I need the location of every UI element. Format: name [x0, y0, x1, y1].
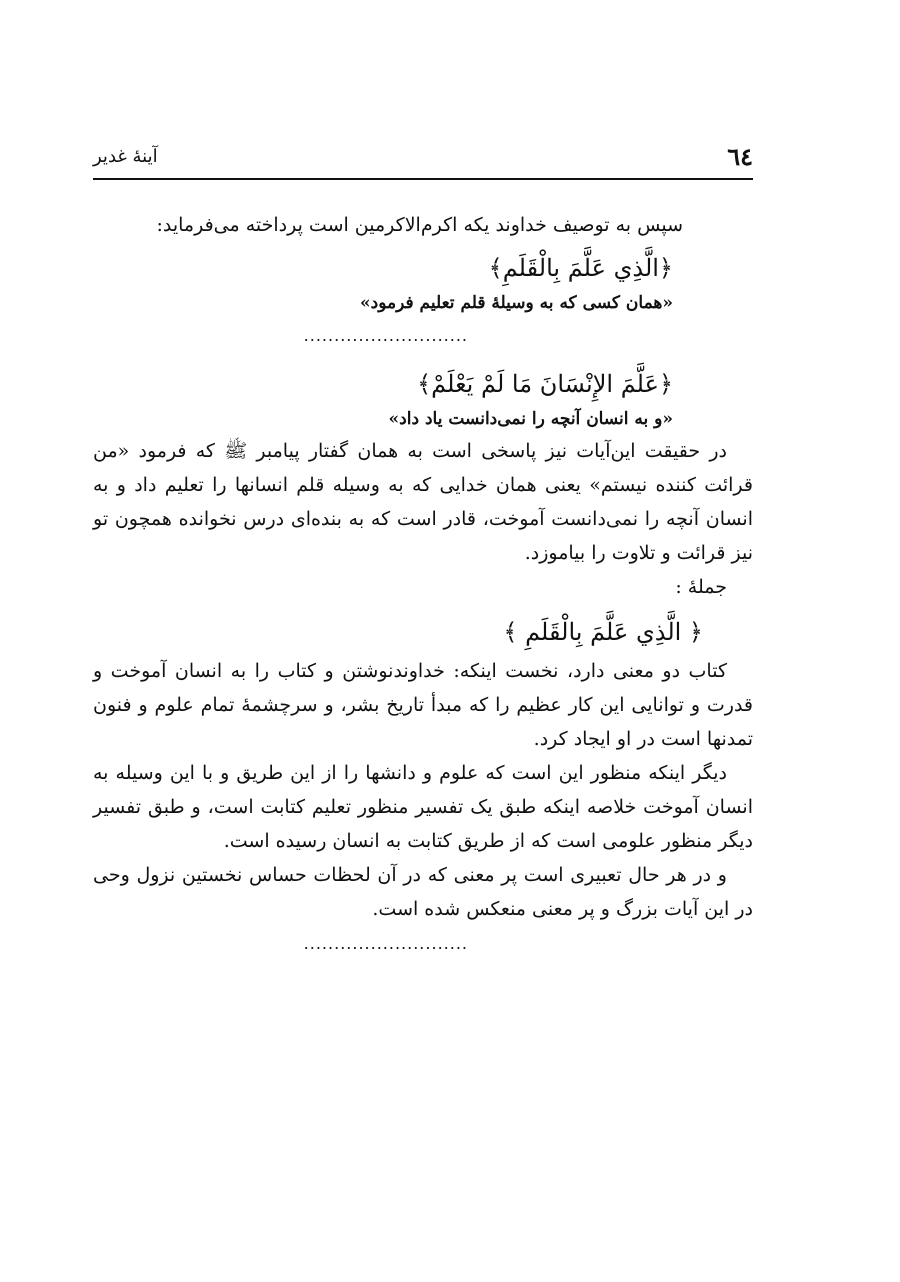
- page-body: [93, 208, 753, 954]
- intro-line: سپس به توصیف خداوند یکه اکرم‌الاکرمین است پرداخته می‌فرماید:: [156, 214, 683, 236]
- paragraph-3: دیگر اینکه منظور این است که علوم و دانشها را از این طریق و با این وسیله به انسان آموخت خلاصه اینکه طبق یک تفسیر منظور تعلیم کتابت است، و طبق تفسیر دیگر منظور علومی است که از طریق کتابت به انسان رسیده است.: [93, 762, 753, 852]
- ellipsis-separator-2: ...........................: [303, 934, 468, 953]
- paragraph-4: و در هر حال تعبیری است پر معنی که در آن لحظات حساس نخستین نزول وحی در این آیات بزرگ و پر معنی منعکس شده است.: [93, 864, 753, 920]
- ellipsis-separator-1: ...........................: [303, 326, 468, 345]
- page-number: ٦٤: [727, 142, 753, 171]
- quran-verse-1: ﴿الَّذِي عَلَّمَ بِالْقَلَمِ﴾: [488, 254, 673, 282]
- quran-verse-2: ﴿عَلَّمَ الإِنْسَانَ مَا لَمْ يَعْلَمْ﴾: [417, 370, 673, 398]
- section-label: جملهٔ :: [675, 576, 727, 598]
- verse-translation-1: «همان کسی که به وسیلهٔ قلم تعلیم فرمود»: [360, 293, 673, 313]
- quran-verse-3: ﴿ الَّذِي عَلَّمَ بِالْقَلَمِ ﴾: [503, 618, 703, 646]
- running-title: آينهٔ غدیر: [93, 146, 158, 167]
- verse-translation-2: «و به انسان آنچه را نمی‌دانست یاد داد»: [388, 409, 673, 429]
- paragraph-1: در حقیقت این‌آیات نیز پاسخی است به همان گفتار پیامبر ﷺ که فرمود «من قرائت کننده نیستم» یعنی همان خدایی که به وسیله قلم انسانها را تعلیم داد و به انسان آنچه را نمی‌دانست آموخت، قادر است که به بنده‌ای درس نخوانده همچون تو نیز قرائت و تلاوت را بیاموزد.: [93, 440, 753, 564]
- page-header: [93, 138, 753, 180]
- paragraph-2: کتاب دو معنی دارد، نخست اینکه: خداوندنوشتن و کتاب را به انسان آموخت و قدرت و توانایی این کار عظیم را که مبدأ تاریخ بشر، و سرچشمهٔ تمام علوم و فنون تمدنها است در او ایجاد کرد.: [93, 660, 753, 750]
